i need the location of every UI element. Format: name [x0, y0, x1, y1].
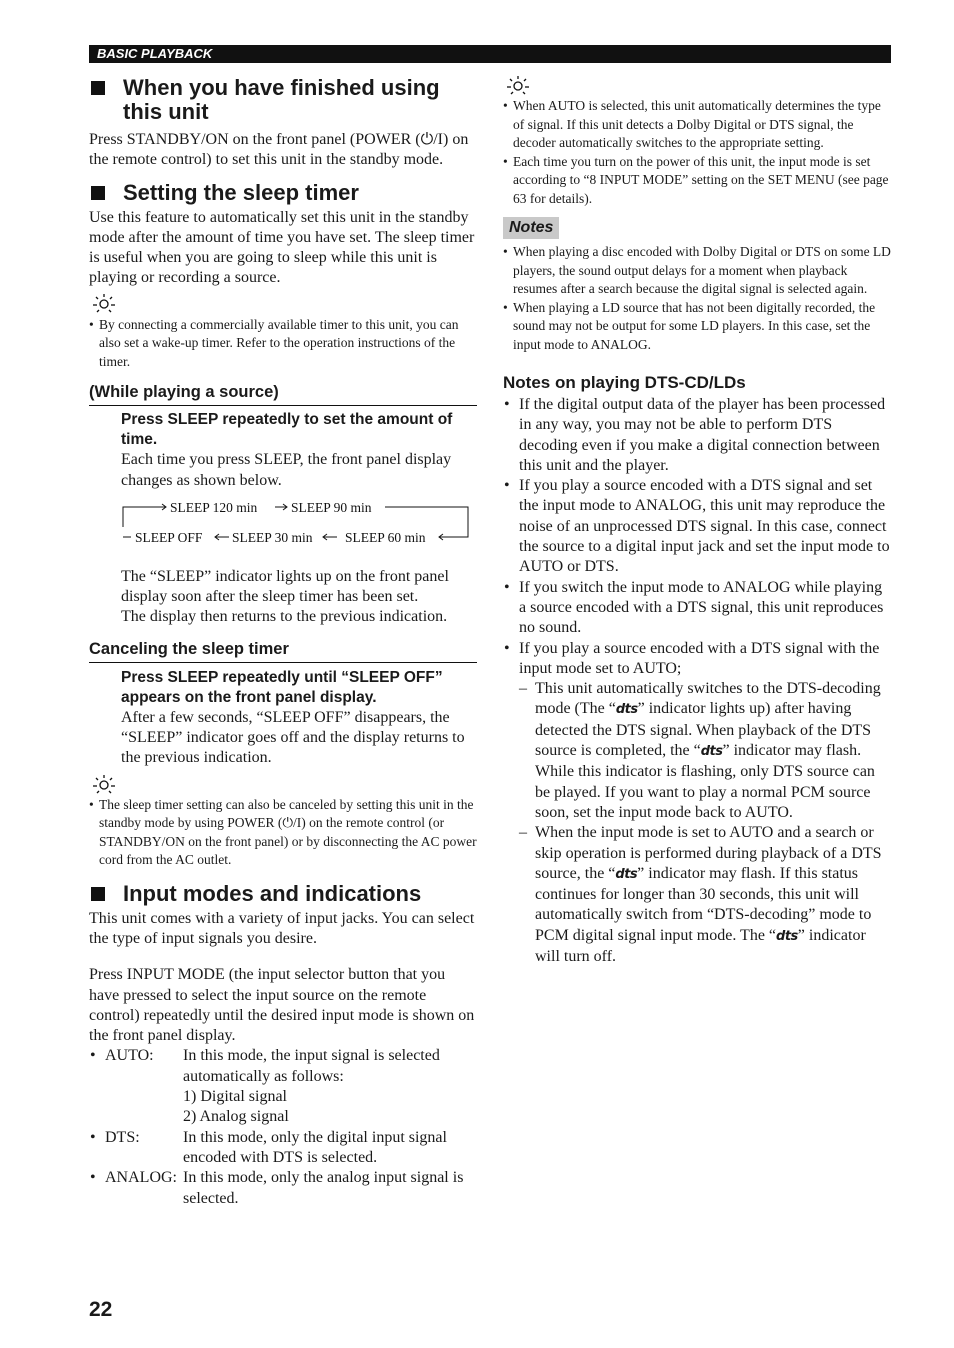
tip-item: • Each time you turn on the power of this unit, the input mode is set according to “8 INPUT MODE” setting on the SET MENU (see page 63 for details). [503, 153, 891, 209]
dts-sub-item: – When the input mode is set to AUTO and a search or skip operation is performed during playback of a DTS source, the “dts” indicator may flash. If this status continues for longer than 30 seconds, this unit will automatically switch from “DTS-decoding” mode to PCM digital signal input mode. The “dts” indicator will turn off. [519, 823, 891, 967]
dts-logo-icon: dts [615, 702, 638, 718]
input-modes-body-2: Press INPUT MODE (the input selector button that you have pressed to select the input source on the remote control) repeatedly until the desired input mode is shown on the front panel display. [89, 966, 475, 1045]
dts-note-item: • If the digital output data of the player has been processed in any way, you may not be able to perform DTS decoding even if you make a digital connection between this unit and the player. [503, 395, 891, 476]
finished-body: Press STANDBY/ON on the front panel (POWER (⏻/I) on the remote control) to set this unit in the standby mode. [89, 131, 469, 169]
input-modes-heading: Input modes and indications [89, 882, 477, 906]
cancel-step-heading: Press SLEEP repeatedly until “SLEEP OFF” appears on the front panel display. [121, 668, 443, 706]
sleep-tip-list [89, 316, 477, 372]
dts-cd-list [503, 395, 891, 967]
dts-note-item: • If you play a source encoded with a DTS signal and set the input mode to ANALOG, this unit may reproduce the noise of an unprocessed DTS signal. In this case, connect the source to a digital input jack and set the input mode to AUTO or DTS. [503, 476, 891, 577]
left-column [89, 70, 477, 1209]
square-bullet-icon [91, 186, 105, 200]
sleep-heading: Setting the sleep timer [89, 181, 477, 205]
sleep-step-body: Each time you press SLEEP, the front panel display changes as shown below. [121, 451, 452, 489]
cancel-tip-list [89, 796, 477, 870]
page-number: 22 [89, 1298, 113, 1321]
cancel-heading: Canceling the sleep timer [89, 638, 477, 663]
notes-list [503, 243, 891, 354]
dts-note-item: • If you switch the input mode to ANALOG while playing a source encoded with a DTS signal, this unit reproduces no sound. [503, 578, 891, 639]
sleep-body: Use this feature to automatically set this unit in the standby mode after the amount of time you have set. The sleep timer is useful when you are going to sleep while this unit is playing or recording a source. [89, 208, 475, 287]
dts-logo-icon: dts [615, 866, 638, 882]
square-bullet-icon [91, 887, 105, 901]
section-label: BASIC PLAYBACK [97, 46, 213, 61]
sleep-cycle-diagram [121, 493, 477, 553]
hint-lightbulb-icon [89, 293, 119, 315]
diagram-label-off: SLEEP OFF [135, 529, 203, 545]
mode-analog: • ANALOG: In this mode, only the analog input signal is selected. [89, 1168, 477, 1209]
hint-lightbulb-icon [503, 75, 533, 97]
sleep-step-heading: Press SLEEP repeatedly to set the amount of time. [121, 411, 453, 449]
dts-cd-heading: Notes on playing DTS-CD/LDs [503, 373, 746, 392]
right-column [503, 70, 891, 967]
sleep-after-1: The “SLEEP” indicator lights up on the front panel display soon after the sleep timer has been set. [121, 567, 449, 606]
note-item: • When playing a LD source that has not been digitally recorded, the sound may not be output for some LD players. In this case, set the input mode to ANALOG. [503, 299, 891, 355]
input-mode-list [89, 1046, 477, 1208]
cancel-step-body: After a few seconds, “SLEEP OFF” disappears, the “SLEEP” indicator goes off and the display returns to the previous indication. [121, 708, 465, 767]
mode-auto: • AUTO: In this mode, the input signal is selected automatically as follows: 1) Digital signal 2) Analog signal [89, 1046, 477, 1127]
tip-item: • The sleep timer setting can also be canceled by setting this unit in the standby mode by using POWER (⏻/I) on the remote control (or STANDBY/ON on the front panel) or by disconnecting the AC power cord from the AC outlet. [89, 796, 477, 870]
tip-item: • By connecting a commercially available timer to this unit, you can also set a wake-up timer. Refer to the operation instructions of the timer. [89, 316, 477, 372]
diagram-label-90: SLEEP 90 min [291, 499, 372, 515]
hint-lightbulb-icon [89, 774, 119, 796]
while-playing-heading: (While playing a source) [89, 381, 477, 406]
finished-heading: When you have finished using this unit [89, 76, 477, 124]
dts-logo-icon: dts [700, 744, 723, 760]
notes-badge: Notes [503, 217, 559, 239]
dts-note-item: • If you play a source encoded with a DTS signal with the input mode set to AUTO; – This unit automatically switches to the DTS-decoding mode (The “dts” indicator lights up) after having detected the DTS signal. When playback of the DTS source is completed, the “dts” indicator may flash. While this indicator is flashing, only DTS source can be played. If you want to play a normal PCM source soon, set the input mode back to AUTO. – When the input mode is set to AUTO and a search or skip operation is performed during playback of a DTS source, the “dts” indicator may flash. If this status continues for longer than 30 seconds, this unit will automatically switch from “DTS-decoding” mode to PCM digital signal input mode. The “dts” indicator will turn off. [503, 639, 891, 968]
diagram-label-120: SLEEP 120 min [170, 499, 258, 515]
dts-sub-item: – This unit automatically switches to the DTS-decoding mode (The “dts” indicator lights up) after having detected the DTS signal. When playback of the DTS source is completed, the “dts” indicator may flash. While this indicator is flashing, only DTS source can be played. If you want to play a normal PCM source soon, set the input mode back to AUTO. [519, 679, 891, 823]
sleep-after-2: The display then returns to the previous indication. [121, 608, 448, 626]
dts-sub-list [519, 679, 891, 967]
dts-logo-icon: dts [776, 928, 798, 944]
input-tip-list [503, 97, 891, 208]
diagram-label-30: SLEEP 30 min [232, 529, 313, 545]
section-header-bar [89, 45, 891, 63]
mode-dts: • DTS: In this mode, only the digital input signal encoded with DTS is selected. [89, 1128, 477, 1169]
note-item: • When playing a disc encoded with Dolby Digital or DTS on some LD players, the sound output delays for a moment when playback resumes after a search because the digital signal is selected again. [503, 243, 891, 299]
square-bullet-icon [91, 81, 105, 95]
input-modes-body-1: This unit comes with a variety of input jacks. You can select the type of input signals you desire. [89, 909, 475, 947]
diagram-label-60: SLEEP 60 min [345, 529, 426, 545]
tip-item: • When AUTO is selected, this unit automatically determines the type of signal. If this unit detects a Dolby Digital or DTS signal, the decoder automatically switches to the appropriate setting. [503, 97, 891, 153]
